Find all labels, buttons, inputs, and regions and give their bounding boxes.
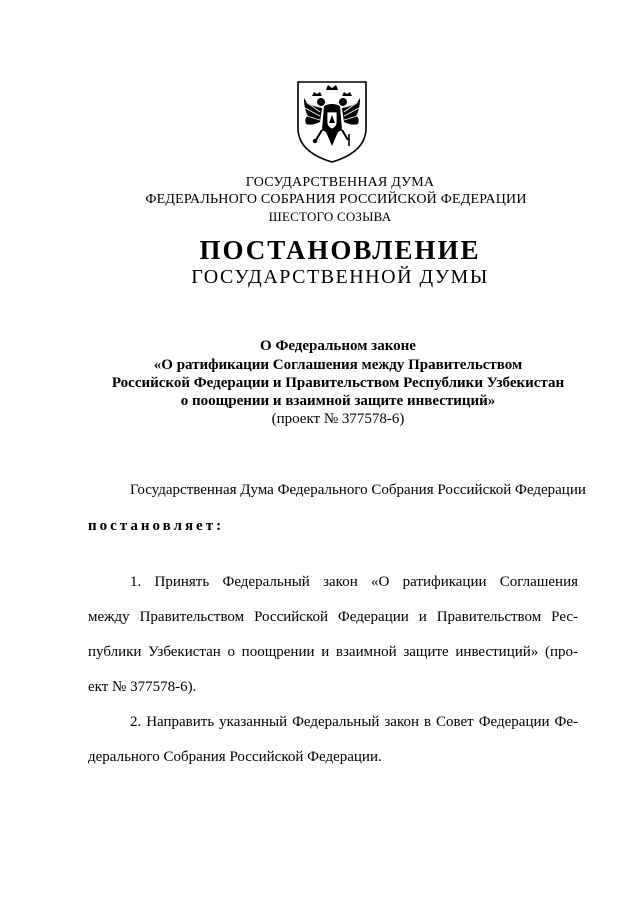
paragraph-1-line: ект № 377578-6).	[88, 679, 197, 695]
paragraph-2-line: дерального Собрания Российской Федерации.	[88, 749, 382, 765]
document-title: ПОСТАНОВЛЕНИЕ	[199, 235, 481, 265]
subject-line: Российской Федерации и Правительством Республики Узбекистан	[111, 375, 565, 391]
document-subtitle: ГОСУДАРСТВЕННОЙ ДУМЫ	[191, 266, 489, 288]
subject-line: о поощрении и взаимной защите инвестиций»	[180, 393, 496, 409]
paragraph-1-line-text: 1. Принять Федеральный закон «О ратификации Соглашения	[130, 574, 578, 590]
org-line-convocation: ШЕСТОГО СОЗЫВА	[268, 209, 392, 224]
subject-line: «О ратификации Соглашения между Правительством	[153, 357, 523, 373]
preamble-text: Государственная Дума Федерального Собрания Российской Федерации	[130, 482, 586, 498]
paragraph-2-line	[88, 713, 578, 731]
paragraph-1-line: между Правительством Российской Федерации и Правительством Рес-	[88, 609, 578, 625]
paragraph-1-line	[88, 573, 578, 591]
russian-coat-of-arms-icon	[292, 76, 372, 166]
bill-number: (проект № 377578-6)	[271, 411, 405, 427]
paragraph-2-line-text: 2. Направить указанный Федеральный закон в Совет Федерации Фе-	[130, 714, 578, 730]
subject-line: О Федеральном законе	[260, 338, 416, 354]
decree-word: постановляет:	[88, 518, 225, 534]
org-line-state-duma: ГОСУДАРСТВЕННАЯ ДУМА	[245, 175, 435, 190]
paragraph-1-line: публики Узбекистан о поощрении и взаимной защите инвестиций» (про-	[88, 644, 578, 660]
org-line-federal-assembly: ФЕДЕРАЛЬНОГО СОБРАНИЯ РОССИЙСКОЙ ФЕДЕРАЦИИ	[145, 192, 527, 207]
